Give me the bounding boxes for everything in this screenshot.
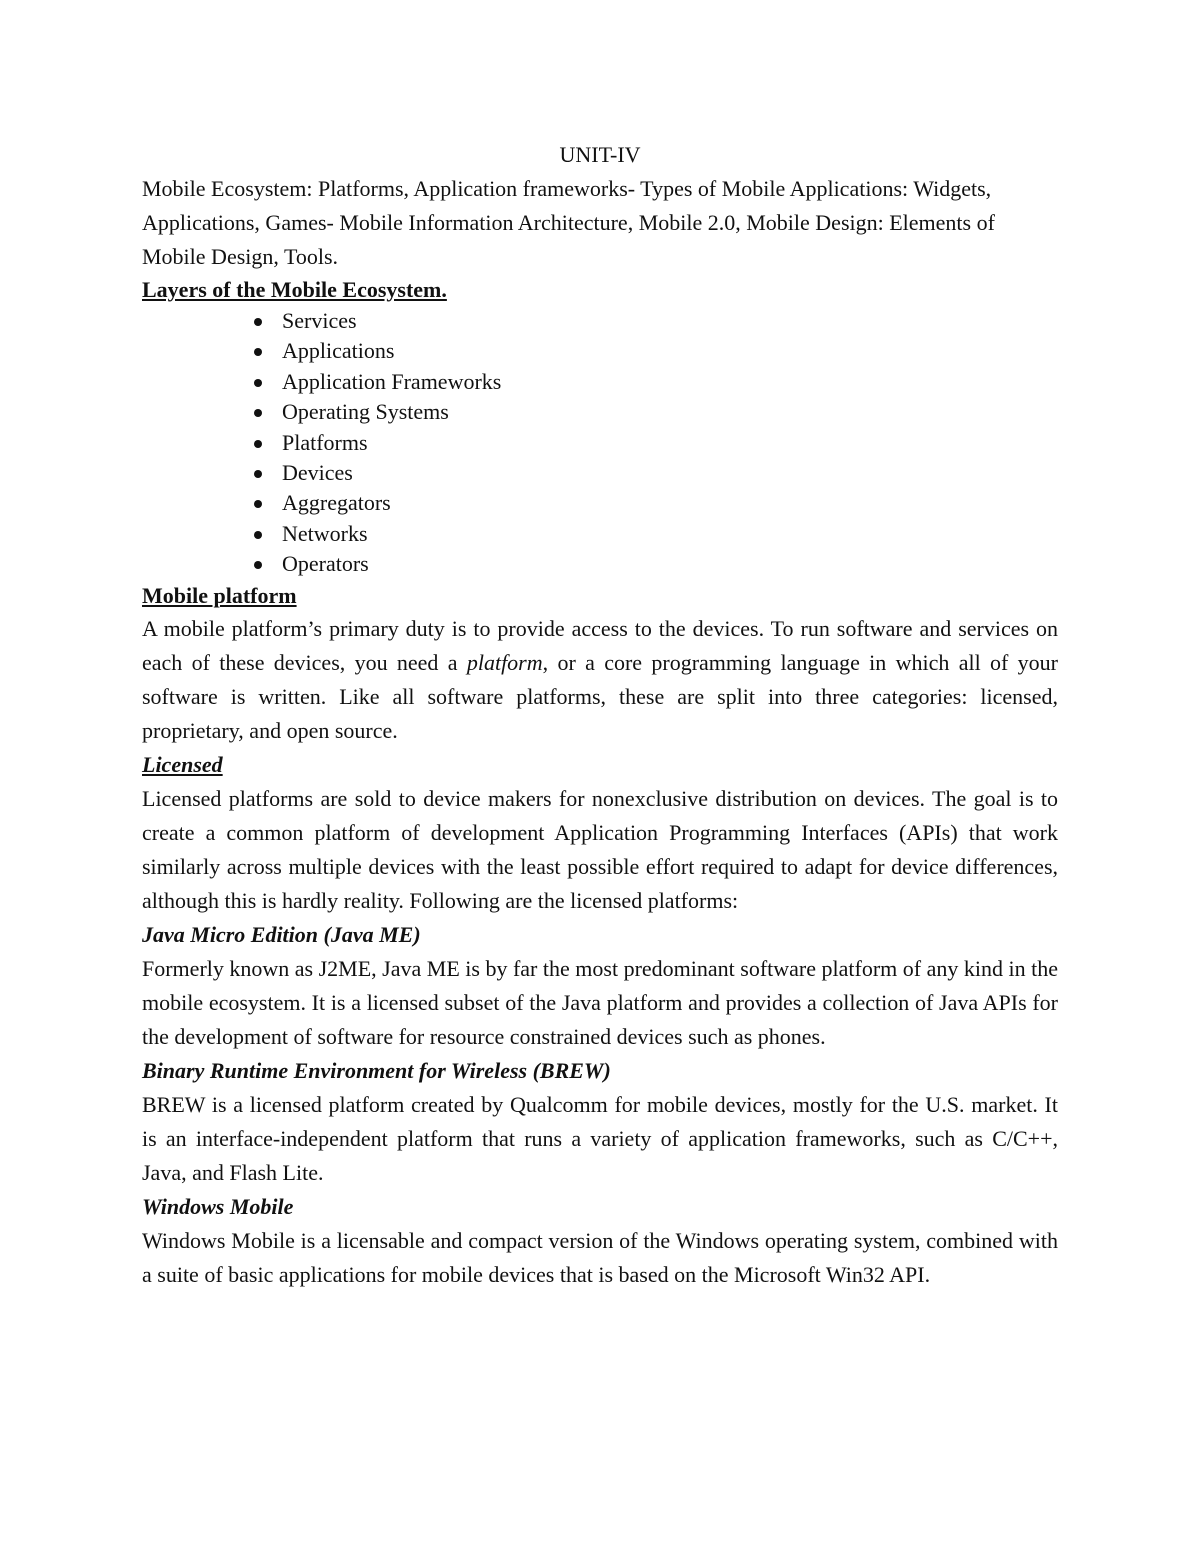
list-item-label: Aggregators [282, 490, 391, 516]
bullet-icon [254, 531, 262, 539]
list-item-label: Application Frameworks [282, 368, 502, 394]
java-me-paragraph: Formerly known as J2ME, Java ME is by far the most predominant software platform of any kind in the mobile ecosystem. It is a licensed subset of the Java platform and provides a collection of Java APIs for the development of software for resource constrained devices such as phones. [142, 955, 1058, 1049]
bullet-icon [254, 561, 262, 569]
unit-title: UNIT-IV [559, 142, 641, 167]
mobile-platform-paragraph [142, 612, 1058, 748]
list-item-label: Networks [282, 520, 368, 546]
bullet-icon [254, 500, 262, 508]
windows-mobile-heading: Windows Mobile [142, 1193, 294, 1219]
list-item-label: Operating Systems [282, 399, 449, 425]
bullet-icon [254, 379, 262, 387]
list-item [282, 397, 1058, 427]
bullet-icon [254, 348, 262, 356]
layers-list [142, 306, 1058, 580]
mobile-platform-text-after: , or a core programming language in which all of your software is written. Like all software platforms, these are split into three categories: licensed, proprietary, and open source. [142, 649, 1058, 743]
list-item-label: Operators [282, 551, 369, 577]
list-item [282, 549, 1058, 579]
bullet-icon [254, 440, 262, 448]
java-me-heading: Java Micro Edition (Java ME) [142, 921, 421, 947]
mobile-platform-text-before: A mobile platform’s primary duty is to provide access to the devices. To run software and services on each of these devices, you need a [142, 615, 1058, 675]
bullet-icon [254, 318, 262, 326]
list-item-label: Services [282, 308, 357, 333]
unit-intro: Mobile Ecosystem: Platforms, Application frameworks- Types of Mobile Applications: Widgets, Applications, Games- Mobile Information Architecture, Mobile 2.0, Mobile Design: Elements of Mobile Design, Tools. [142, 176, 995, 269]
layers-heading: Layers of the Mobile Ecosystem. [142, 277, 447, 302]
document-page [142, 138, 1058, 1292]
list-item-label: Devices [282, 459, 353, 485]
brew-paragraph: BREW is a licensed platform created by Qualcomm for mobile devices, mostly for the U.S. market. It is an interface-independent platform that runs a variety of application frameworks, such as C/C++, Java, and Flash Lite. [142, 1091, 1058, 1185]
licensed-paragraph: Licensed platforms are sold to device makers for nonexclusive distribution on devices. The goal is to create a common platform of development Application Programming Interfaces (APIs) that work similarly across multiple devices with the least possible effort required to adapt for device differences, although this is hardly reality. Following are the licensed platforms: [142, 785, 1058, 913]
windows-mobile-paragraph: Windows Mobile is a licensable and compact version of the Windows operating system, combined with a suite of basic applications for mobile devices that is based on the Microsoft Win32 API. [142, 1227, 1058, 1287]
licensed-heading: Licensed [142, 751, 223, 777]
list-item [282, 428, 1058, 458]
list-item-label: Platforms [282, 429, 368, 455]
list-item [282, 519, 1058, 549]
list-item [282, 367, 1058, 397]
bullet-icon [254, 470, 262, 478]
bullet-icon [254, 409, 262, 417]
brew-heading: Binary Runtime Environment for Wireless (BREW) [142, 1057, 611, 1083]
list-item-label: Applications [282, 338, 395, 364]
list-item [282, 458, 1058, 488]
list-item [282, 306, 1058, 336]
mobile-platform-emphasis: platform [466, 649, 543, 675]
list-item [282, 336, 1058, 366]
list-item [282, 488, 1058, 518]
mobile-platform-heading: Mobile platform [142, 582, 297, 608]
